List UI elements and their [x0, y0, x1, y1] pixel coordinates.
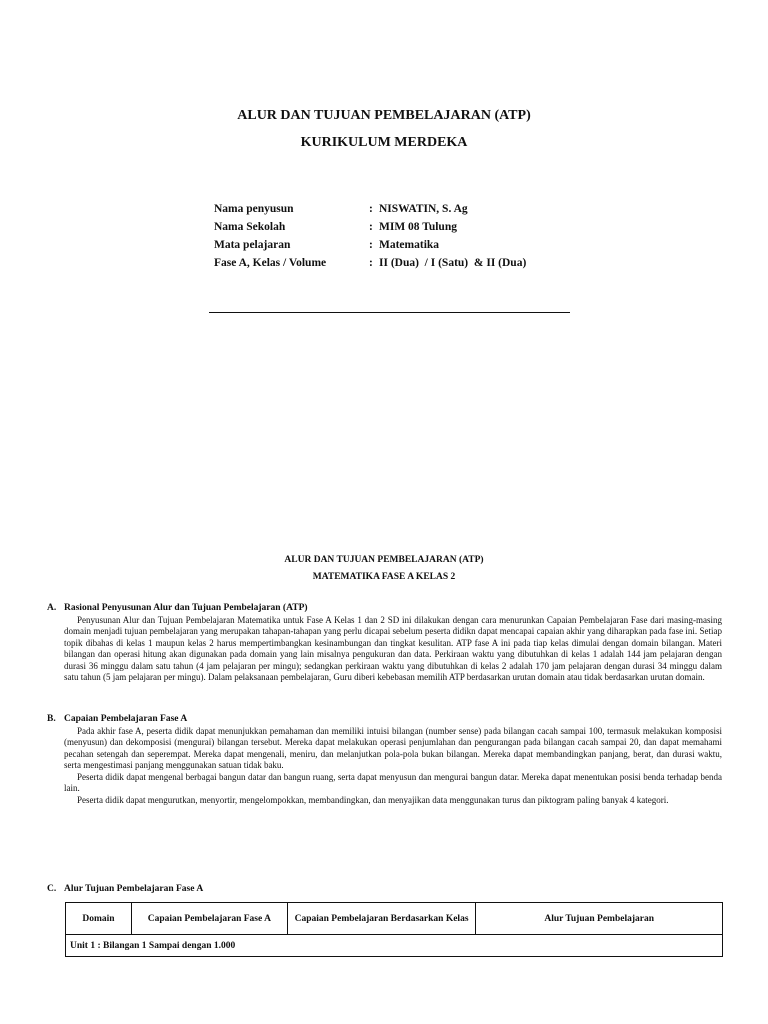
info-label: Nama penyusun [214, 203, 294, 215]
doc-title: ALUR DAN TUJUAN PEMBELAJARAN (ATP) [284, 555, 484, 565]
table-header-row [66, 903, 723, 935]
info-colon: : [369, 257, 373, 269]
section-b-paragraph-2: Peserta didik dapat mengenal berbagai bangun datar dan bangun ruang, serta dapat menyusun dan mengurai bangun datar. Mereka dapat menentukan posisi benda terhadap benda lain. [64, 772, 722, 794]
info-value: Matematika [379, 239, 440, 251]
info-colon: : [369, 221, 373, 233]
table-header-cp-kelas: Capaian Pembelajaran Berdasarkan Kelas [287, 903, 476, 935]
info-label: Nama Sekolah [214, 221, 286, 233]
info-value: II (Dua) / I (Satu) & II (Dua) [379, 257, 527, 269]
info-label: Fase A, Kelas / Volume [214, 257, 327, 269]
info-colon: : [369, 239, 373, 251]
cover-title: ALUR DAN TUJUAN PEMBELAJARAN (ATP) [237, 108, 531, 123]
table-header-atp: Alur Tujuan Pembelajaran [476, 903, 723, 935]
section-a-title: Rasional Penyusunan Alur dan Tujuan Pembelajaran (ATP) [64, 603, 308, 613]
section-b-paragraph-1: Pada akhir fase A, peserta didik dapat menunjukkan pemahaman dan memiliki intuisi bilangan (number sense) pada bilangan cacah sampai 100, termasuk melakukan komposisi (menyusun) dan dekomposisi (mengurai) bilangan tersebut. Mereka dapat melakukan operasi penjumlahan dan pengurangan pada bilangan cacah sampai 20, dan dapat memahami pecahan setengah dan seperempat. Mereka dapat mengenali, meniru, dan melanjutkan pola-pola bukan bilangan. Mereka dapat membandingkan panjang, berat, dan durasi waktu, serta mengestimasi panjang menggunakan satuan tidak baku. [64, 726, 722, 771]
table-unit-cell: Unit 1 : Bilangan 1 Sampai dengan 1.000 [66, 935, 723, 957]
section-b-title: Capaian Pembelajaran Fase A [64, 714, 188, 724]
info-colon: : [369, 203, 373, 215]
table-header-domain: Domain [66, 903, 132, 935]
section-a-paragraph: Penyusunan Alur dan Tujuan Pembelajaran Matematika untuk Fase A Kelas 1 dan 2 SD ini dilakukan dengan cara menurunkan Capaian Pembelajaran Fase dari masing-masing domain menjadi tujuan pembelajaran yang merupakan tahapan-tahapan yang perlu dicapai sebelum peserta didikn dapat mencapai capaian akhir yang diharapkan pada fase ini. Setiap topik dibahas di kelas 1 maupun kelas 2 harus mempertimbangkan kesinambungan dan tingkat kesulitan. ATP fase A ini pada tiap kelas dimulai dengan domain bilangan. Materi bilangan dan operasi hitung akan digunakan pada domain yang lain misalnya pengukuran dan data. Perkiraan waktu yang dibutuhkan di kelas 1 adalah 144 jam pelajaran dengan durasi 36 minggu dalam satu tahun (4 jam pelajaran per mingu); sedangkan perkiraan waktu yang dibutuhkan di kelas 2 adalah 170 jam pelajaran dengan durasi 34 minggu dalam satu tahun (5 jam pelajaran per mingu). Dalam pelaksanaan pembelajaran, Guru diberi kebebasan memilih ATP berdasarkan urutan domain atau tidak berdasarkan urutan domain. [64, 615, 722, 683]
info-value: NISWATIN, S. Ag [379, 203, 468, 215]
section-b-letter: B. [47, 714, 56, 724]
signature-line [209, 312, 570, 313]
table-header-cp-fase: Capaian Pembelajaran Fase A [131, 903, 287, 935]
section-c-letter: C. [47, 884, 57, 894]
section-b-paragraph-3: Peserta didik dapat mengurutkan, menyortir, mengelompokkan, membandingkan, dan menyajikan data menggunakan turus dan piktogram paling banyak 4 kategori. [77, 795, 669, 805]
table-row [66, 935, 723, 957]
section-a-letter: A. [47, 603, 57, 613]
atp-table [65, 902, 723, 957]
cover-subtitle: KURIKULUM MERDEKA [300, 135, 468, 150]
info-value: MIM 08 Tulung [379, 221, 457, 233]
section-c-title: Alur Tujuan Pembelajaran Fase A [64, 884, 204, 894]
info-label: Mata pelajaran [214, 239, 291, 251]
doc-subtitle: MATEMATIKA FASE A KELAS 2 [312, 572, 456, 582]
